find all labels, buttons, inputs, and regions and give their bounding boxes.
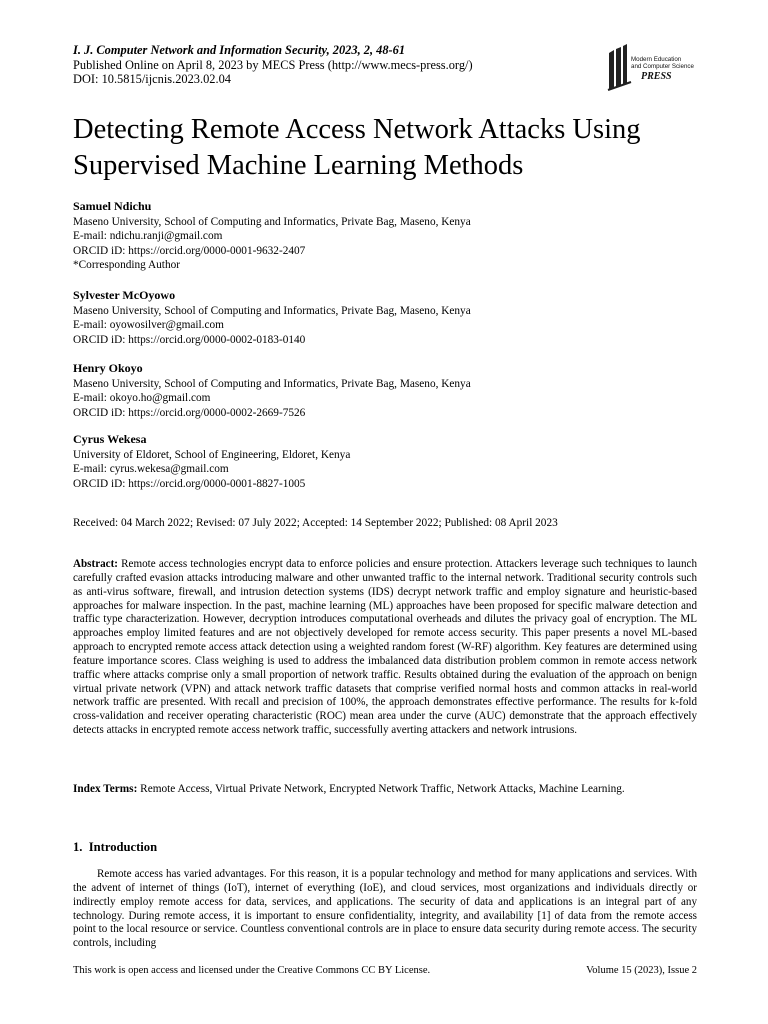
footer-issue: Volume 15 (2023), Issue 2 [586,965,697,976]
section-heading [73,840,157,855]
author-email: E-mail: okoyo.ho@gmail.com [73,392,211,405]
author-orcid: ORCID iD: https://orcid.org/0000-0001-8827-1005 [73,477,306,490]
author-name: Sylvester McOyowo [73,288,176,302]
author-block [73,199,703,273]
abstract [73,558,697,738]
index-terms [73,782,713,796]
paper-page [73,0,697,1024]
logo-press: PRESS [641,71,672,82]
author-block [73,432,703,491]
logo-line2: and Computer Science [631,63,694,70]
intro-paragraph: Remote access has varied advantages. For this reason, it is a popular technology and method for many applications and services. With the advent of internet of things (IoT), internet of everything (IoE), and cloud services, most organizations and individuals directly or indirectly employ remote access for data, services, and applications. The security of data and applications is an integral part of any technology. During remote access, it is important to ensure confidentiality, integrity, and availability [1] of data from the remote access point to the local resource or service. Countless conventional controls are in place to ensure data security during remote access. The security controls, including [73,868,697,950]
submission-dates: Received: 04 March 2022; Revised: 07 July 2022; Accepted: 14 September 2022; Published: 08 April 2023 [73,517,558,529]
section-title: Introduction [88,840,158,854]
journal-header [73,43,543,87]
index-terms-text: Remote Access, Virtual Private Network, Encrypted Network Traffic, Network Attacks, Machine Learning. [140,783,625,795]
journal-citation [73,43,543,58]
book-stack-icon [603,41,701,91]
section-number: 1. [73,840,83,854]
author-affiliation: Maseno University, School of Computing and Informatics, Private Bag, Maseno, Kenya [73,304,471,317]
author-affiliation: Maseno University, School of Computing and Informatics, Private Bag, Maseno, Kenya [73,215,471,228]
abstract-text: Remote access technologies encrypt data to enforce policies and ensure protection. Attackers leverage such techniques to launch carefully crafted evasion attacks introducing malware and other unwanted traffic to the internal network. Traditional security controls such as anti-virus software, firewall, and intrusion detection systems (IDS) decrypt network traffic and employ signature and heuristic-based approaches for malware inspection. In the past, machine learning (ML) approaches have been proposed for specific malware detection and traffic type characterization. However, decryption introduces computational overheads and dilutes the privacy goal of encryption. The ML approaches employ limited features and are not objectively developed for remote access security. This paper presents a novel ML-based approach to encrypted remote access attack detection using a weighted random forest (W-RF) algorithm. Key features are determined using feature importance scores. Class weighing is used to address the imbalanced data distribution problem common in remote access network traffic where attacks comprise only a small proportion of network traffic. Results obtained during the evaluation of the approach on benign virtual private network (VPN) and attack network traffic datasets that comprise verified normal hosts and common attacks in real-world network traffic are presented. With recall and precision of 100%, the approach demonstrates effective performance. The results for k-fold cross-validation and receiver operating characteristic (ROC) mean area under the curve (AUC) demonstrate that the approach effectively detects attacks in encrypted remote access network traffic, successfully averting attackers and network intrusions. [73,558,697,737]
author-orcid: ORCID iD: https://orcid.org/0000-0001-9632-2407 [73,244,306,257]
doi: DOI: 10.5815/ijcnis.2023.02.04 [73,72,231,86]
logo-line1: Modern Education [631,56,682,63]
paper-title: Detecting Remote Access Network Attacks Using Supervised Machine Learning Methods [73,114,641,181]
abstract-label: Abstract: [73,558,118,570]
author-email: E-mail: oyowosilver@gmail.com [73,319,224,332]
index-terms-label: Index Terms: [73,783,138,795]
author-email: E-mail: ndichu.ranji@gmail.com [73,230,223,243]
journal-volume: 2023, 2, 48-61 [329,43,406,57]
author-name: Cyrus Wekesa [73,432,147,446]
mecs-press-logo [603,41,701,91]
published-online: Published Online on April 8, 2023 by MECS Press (http://www.mecs-press.org/) [73,57,473,72]
author-affiliation: Maseno University, School of Computing and Informatics, Private Bag, Maseno, Kenya [73,377,471,390]
author-affiliation: University of Eldoret, School of Engineering, Eldoret, Kenya [73,448,351,461]
journal-name: I. J. Computer Network and Information Security, [73,43,330,57]
footer-license: This work is open access and licensed under the Creative Commons CC BY License. [73,965,431,976]
author-email: E-mail: cyrus.wekesa@gmail.com [73,463,229,476]
author-name: Henry Okoyo [73,361,143,375]
author-orcid: ORCID iD: https://orcid.org/0000-0002-0183-0140 [73,333,306,346]
author-name: Samuel Ndichu [73,199,152,213]
author-block [73,288,703,347]
author-orcid: ORCID iD: https://orcid.org/0000-0002-2669-7526 [73,406,306,419]
author-block [73,361,703,420]
corresponding-note: *Corresponding Author [73,259,181,272]
